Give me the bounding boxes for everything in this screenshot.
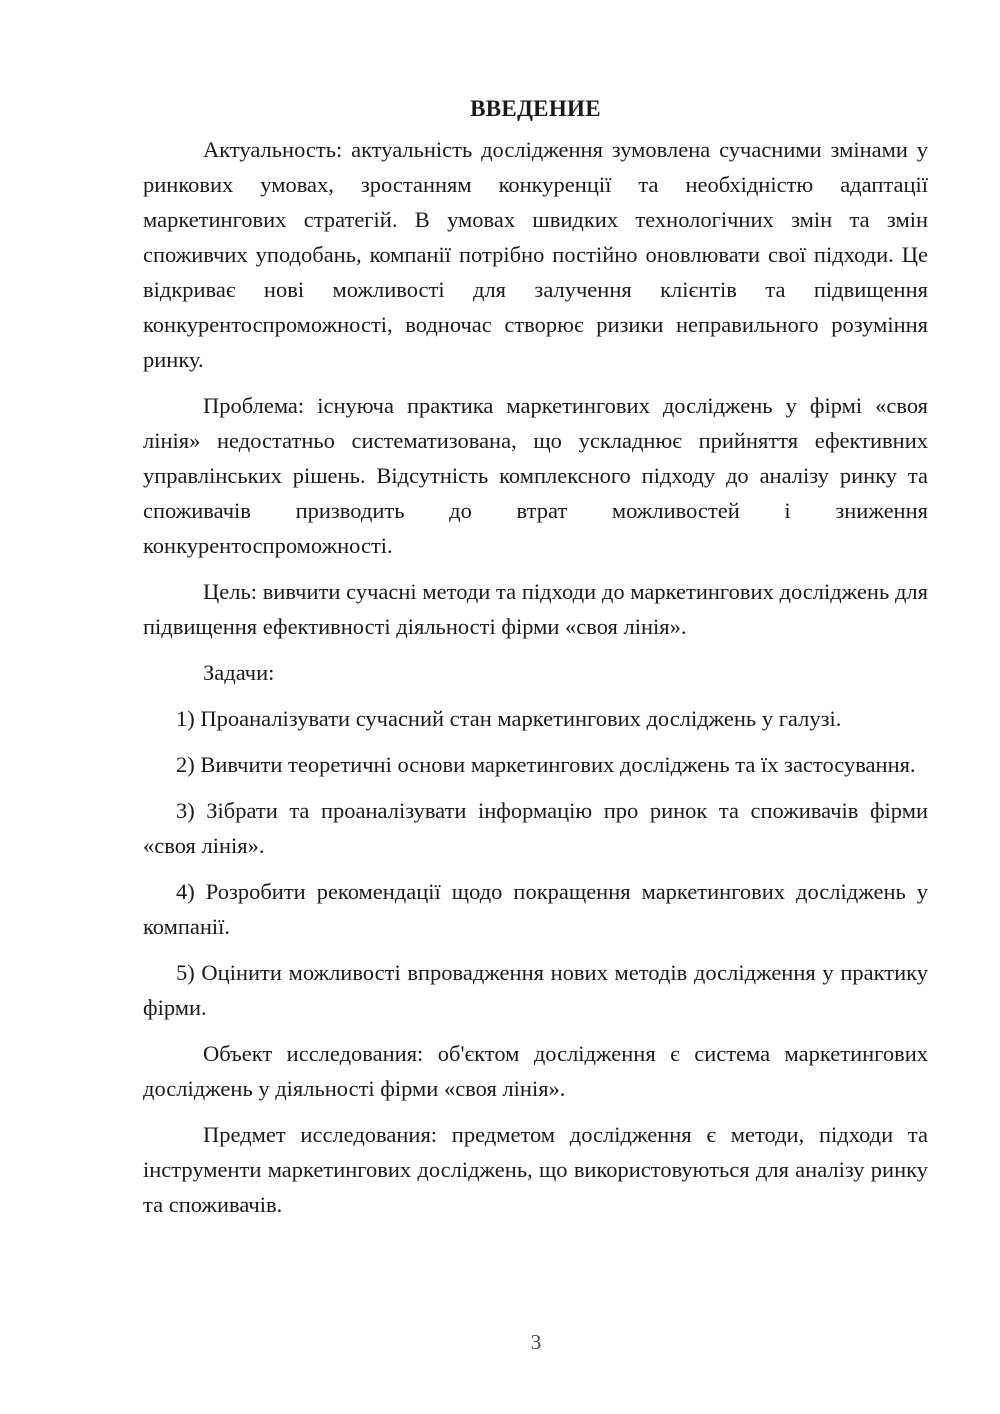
relevance-paragraph: Актуальность: актуальність дослідження зумовлена сучасними змінами у ринкових умовах, зростанням конкуренції та необхідністю адаптації маркетингових стратегій. В умовах швидких технологічних змін та змін споживчих уподобань, компанії потрібно постійно оновлювати свої підходи. Це відкриває нові можливості для залучення клієнтів та підвищення конкурентоспроможності, водночас створює ризики неправильного розуміння ринку. (143, 137, 928, 372)
goal-paragraph: Цель: вивчити сучасні методи та підходи до маркетингових досліджень для підвищення ефективності діяльності фірми «своя лінія». (143, 579, 928, 639)
page-number: 3 (530, 1330, 542, 1354)
task-item-2: 2) Вивчити теоретичні основи маркетингових досліджень та їх застосування. (176, 752, 916, 777)
task-item-3: 3) Зібрати та проаналізувати інформацію про ринок та споживачів фірми «своя лінія». (143, 798, 928, 858)
task-item-1: 1) Проаналізувати сучасний стан маркетингових досліджень у галузі. (176, 706, 842, 731)
task-item-4: 4) Розробити рекомендації щодо покращення маркетингових досліджень у компанії. (143, 879, 928, 939)
problem-paragraph: Проблема: існуюча практика маркетингових досліджень у фірмі «своя лінія» недостатньо систематизована, що ускладнює прийняття ефективних управлінських рішень. Відсутність комплексного підходу до аналізу ринку та споживачів призводить до втрат можливостей і зниження конкурентоспроможності. (143, 393, 928, 558)
task-item-5: 5) Оцінити можливості впровадження нових методів дослідження у практику фірми. (143, 960, 928, 1020)
document-page (143, 92, 928, 1233)
object-paragraph: Объект исследования: об'єктом дослідження є система маркетингових досліджень у діяльності фірми «своя лінія». (143, 1041, 928, 1101)
tasks-heading: Задачи: (203, 660, 275, 685)
page-title: ВВЕДЕНИЕ (470, 96, 601, 121)
subject-paragraph: Предмет исследования: предметом дослідження є методи, підходи та інструменти маркетингових досліджень, що використовуються для аналізу ринку та споживачів. (143, 1122, 928, 1217)
